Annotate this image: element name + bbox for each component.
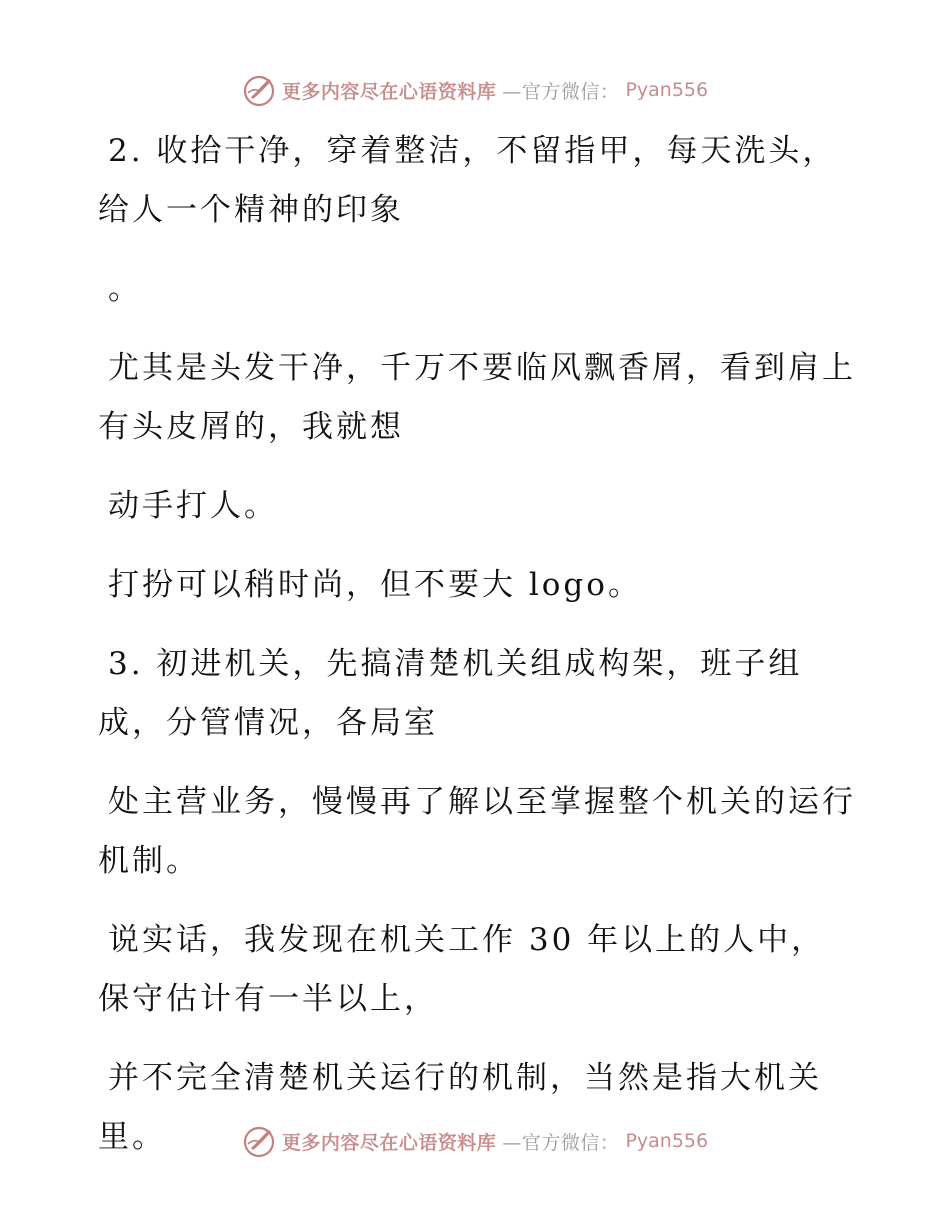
footer-watermark — [0, 1121, 950, 1161]
banner-main-text: 更多内容尽在心语资料库 — [281, 80, 497, 103]
paragraph: 3. 初进机关，先搞清楚机关组成构架，班子组成，分管情况，各局室 — [98, 646, 803, 741]
banner-sub-text: —官方微信： — [502, 1131, 620, 1154]
paragraph: 并不完全清楚机关运行的机制，当然是指大机关里。 — [98, 1060, 822, 1155]
paragraph: 打扮可以稍时尚，但不要大 logo。 — [108, 567, 642, 603]
banner-wechat-id: Pyan556 — [625, 1130, 709, 1152]
banner-wechat-id: Pyan556 — [625, 79, 709, 101]
paragraph: 处主营业务，慢慢再了解以至掌握整个机关的运行机制。 — [98, 784, 856, 879]
pen-logo-icon — [242, 1124, 276, 1158]
header-watermark — [0, 70, 950, 110]
paragraph: 。 — [108, 271, 142, 307]
paragraph: 2. 收拾干净，穿着整洁，不留指甲，每天洗头，给人一个精神的印象 — [98, 133, 837, 228]
banner-sub-text: —官方微信： — [502, 80, 620, 103]
paragraph: 说实话，我发现在机关工作 30 年以上的人中，保守估计有一半以上， — [98, 922, 826, 1017]
paragraph: 尤其是头发干净，千万不要临风飘香屑，看到肩上有头皮屑的，我就想 — [98, 350, 856, 445]
document-body — [98, 122, 858, 1167]
paragraph: 动手打人。 — [108, 488, 278, 524]
banner-main-text: 更多内容尽在心语资料库 — [281, 1131, 497, 1154]
pen-logo-icon — [242, 73, 276, 107]
